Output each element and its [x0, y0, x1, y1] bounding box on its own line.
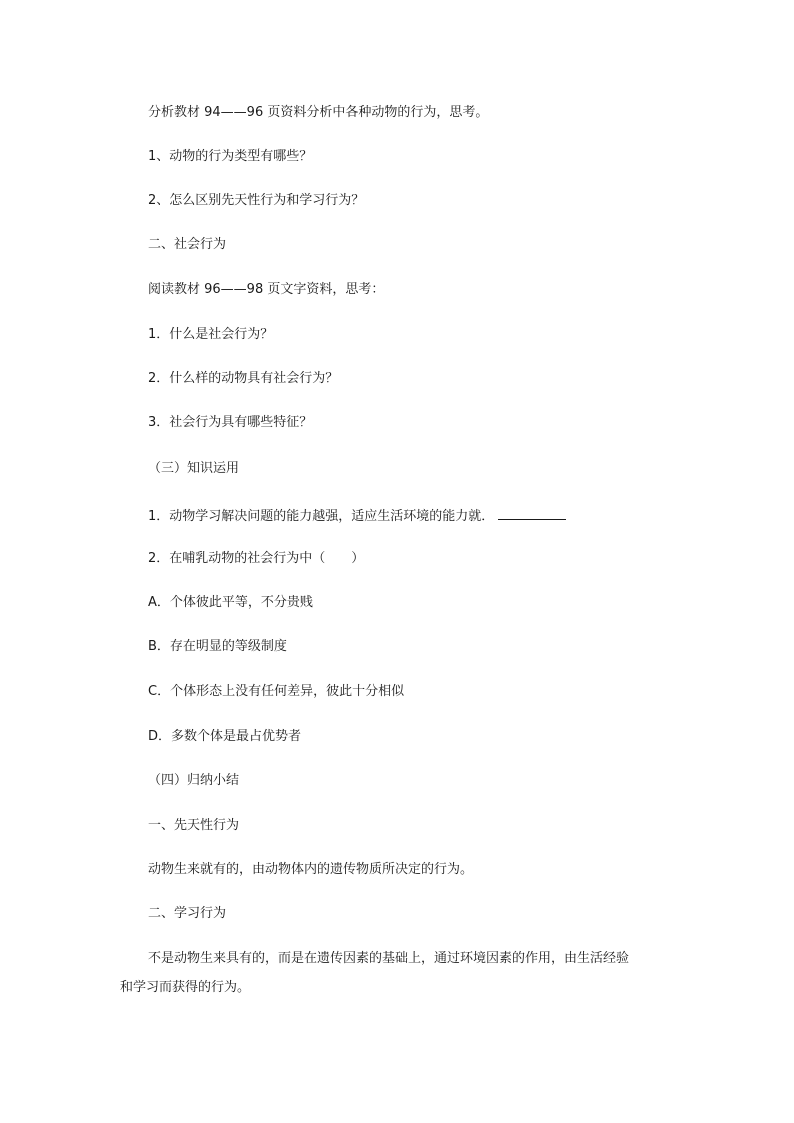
- summary-heading-learned: 二、学习行为: [148, 906, 227, 921]
- answer-blank: [498, 505, 566, 520]
- option-a: A．个体彼此平等，不分贵贱: [148, 595, 313, 610]
- reading-instruction: 阅读教材 96——98 页文字资料，思考：: [148, 282, 385, 297]
- section-heading-summary: （四）归纳小结: [148, 773, 240, 788]
- exercise-1-text: 1．动物学习解决问题的能力越强，适应生活环境的能力就．: [148, 509, 495, 524]
- question-2: 2、怎么区别先天性行为和学习行为？: [148, 193, 365, 208]
- social-question-2: 2．什么样的动物具有社会行为？: [148, 371, 339, 386]
- option-d: D．多数个体是最占优势者: [148, 729, 302, 744]
- social-question-1: 1．什么是社会行为？: [148, 327, 274, 342]
- summary-heading-innate: 一、先天性行为: [148, 818, 240, 833]
- section-heading-social-behavior: 二、社会行为: [148, 237, 227, 252]
- option-b: B．存在明显的等级制度: [148, 639, 287, 654]
- option-c: C．个体形态上没有任何差异，彼此十分相似: [148, 684, 405, 699]
- exercise-2: 2．在哺乳动物的社会行为中（ ）: [148, 551, 365, 566]
- exercise-1: [148, 505, 566, 527]
- social-question-3: 3．社会行为具有哪些特征？: [148, 415, 313, 430]
- section-heading-application: （三）知识运用: [148, 461, 240, 476]
- summary-learned-definition: 不是动物生来具有的，而是在遗传因素的基础上，通过环境因素的作用，由生活经验和学习而获得的行为。: [120, 951, 630, 995]
- question-1: 1、动物的行为类型有哪些？: [148, 149, 313, 164]
- intro-instruction: 分析教材 94——96 页资料分析中各种动物的行为，思考。: [148, 105, 489, 120]
- summary-innate-definition: 动物生来就有的，由动物体内的遗传物质所决定的行为。: [148, 862, 474, 877]
